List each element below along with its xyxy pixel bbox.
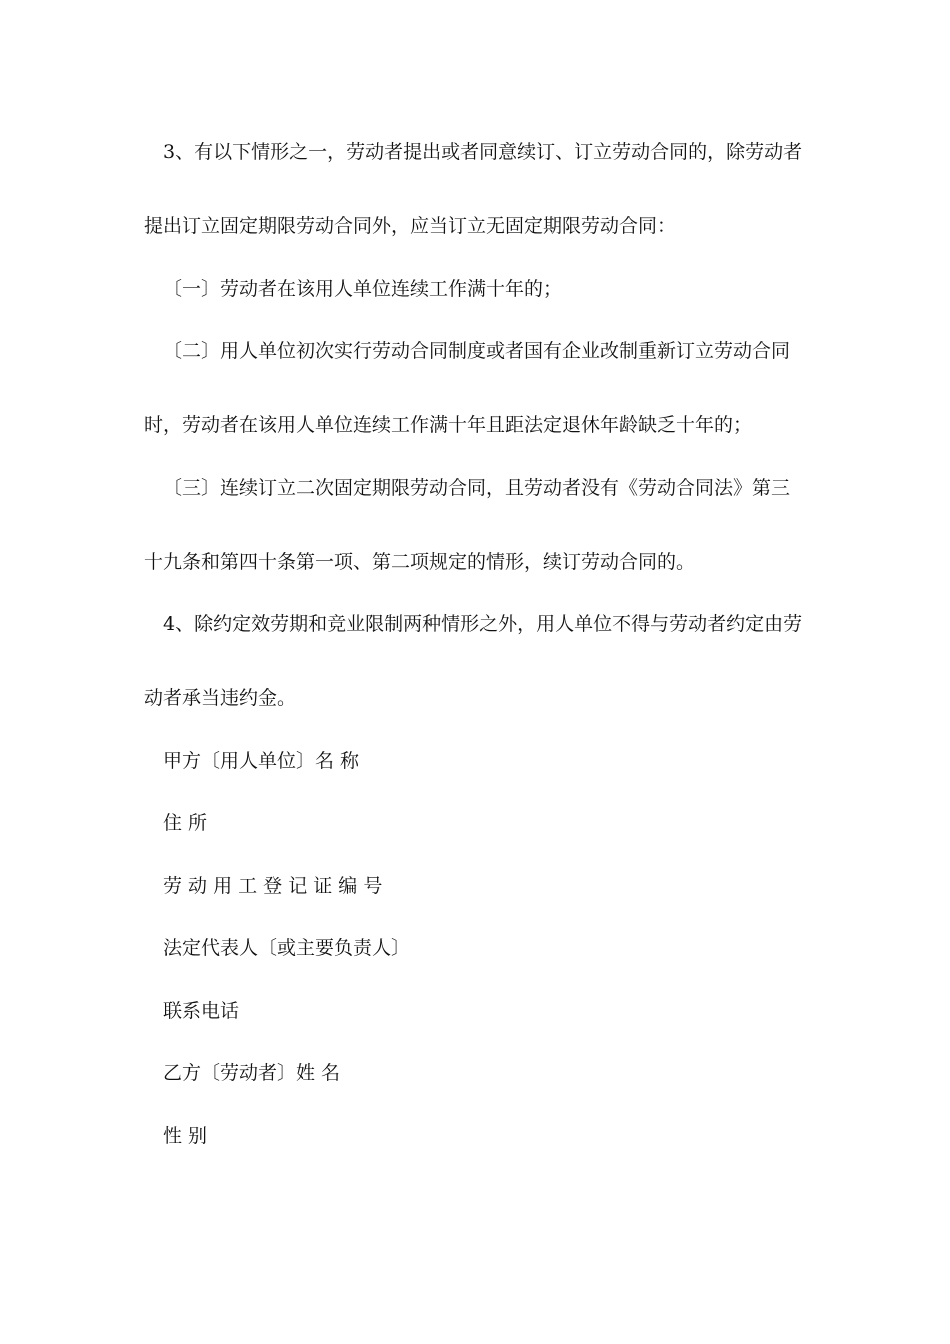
clause-4-line-2: 动者承当违约金。 <box>144 687 297 709</box>
clause-3-item-3-line-1: 〔三〕连续订立二次固定期限劳动合同，且劳动者没有《劳动合同法》第三 <box>163 477 791 499</box>
clause-3-line-1 <box>163 140 802 164</box>
field-party-a-name: 甲方〔用人单位〕名 称 <box>163 750 360 772</box>
clause-3-item-2-line-1: 〔二〕用人单位初次实行劳动合同制度或者国有企业改制重新订立劳动合同 <box>163 340 791 362</box>
field-address: 住 所 <box>163 812 208 834</box>
field-legal-representative: 法定代表人〔或主要负责人〕 <box>163 937 411 959</box>
field-labor-registration-number: 劳 动 用 工 登 记 证 编 号 <box>163 875 383 897</box>
clause-3-line-2: 提出订立固定期限劳动合同外，应当订立无固定期限劳动合同： <box>144 215 677 237</box>
field-contact-phone: 联系电话 <box>163 1000 240 1022</box>
clause-3-item-1: 〔一〕劳动者在该用人单位连续工作满十年的； <box>163 278 563 300</box>
clause-4-number: 4 <box>163 613 176 635</box>
clause-3-item-2-line-2: 时，劳动者在该用人单位连续工作满十年且距法定退休年龄缺乏十年的； <box>144 414 753 436</box>
clause-4-line-1 <box>163 612 802 636</box>
field-party-b-name: 乙方〔劳动者〕姓 名 <box>163 1062 341 1084</box>
clause-4-text: 、除约定效劳期和竞业限制两种情形之外，用人单位不得与劳动者约定由劳 <box>175 613 803 635</box>
clause-3-item-3-line-2: 十九条和第四十条第一项、第二项规定的情形，续订劳动合同的。 <box>144 551 696 573</box>
field-gender: 性 别 <box>163 1125 208 1147</box>
clause-3-text: 、有以下情形之一，劳动者提出或者同意续订、订立劳动合同的，除劳动者 <box>175 141 803 163</box>
clause-3-number: 3 <box>163 141 176 163</box>
